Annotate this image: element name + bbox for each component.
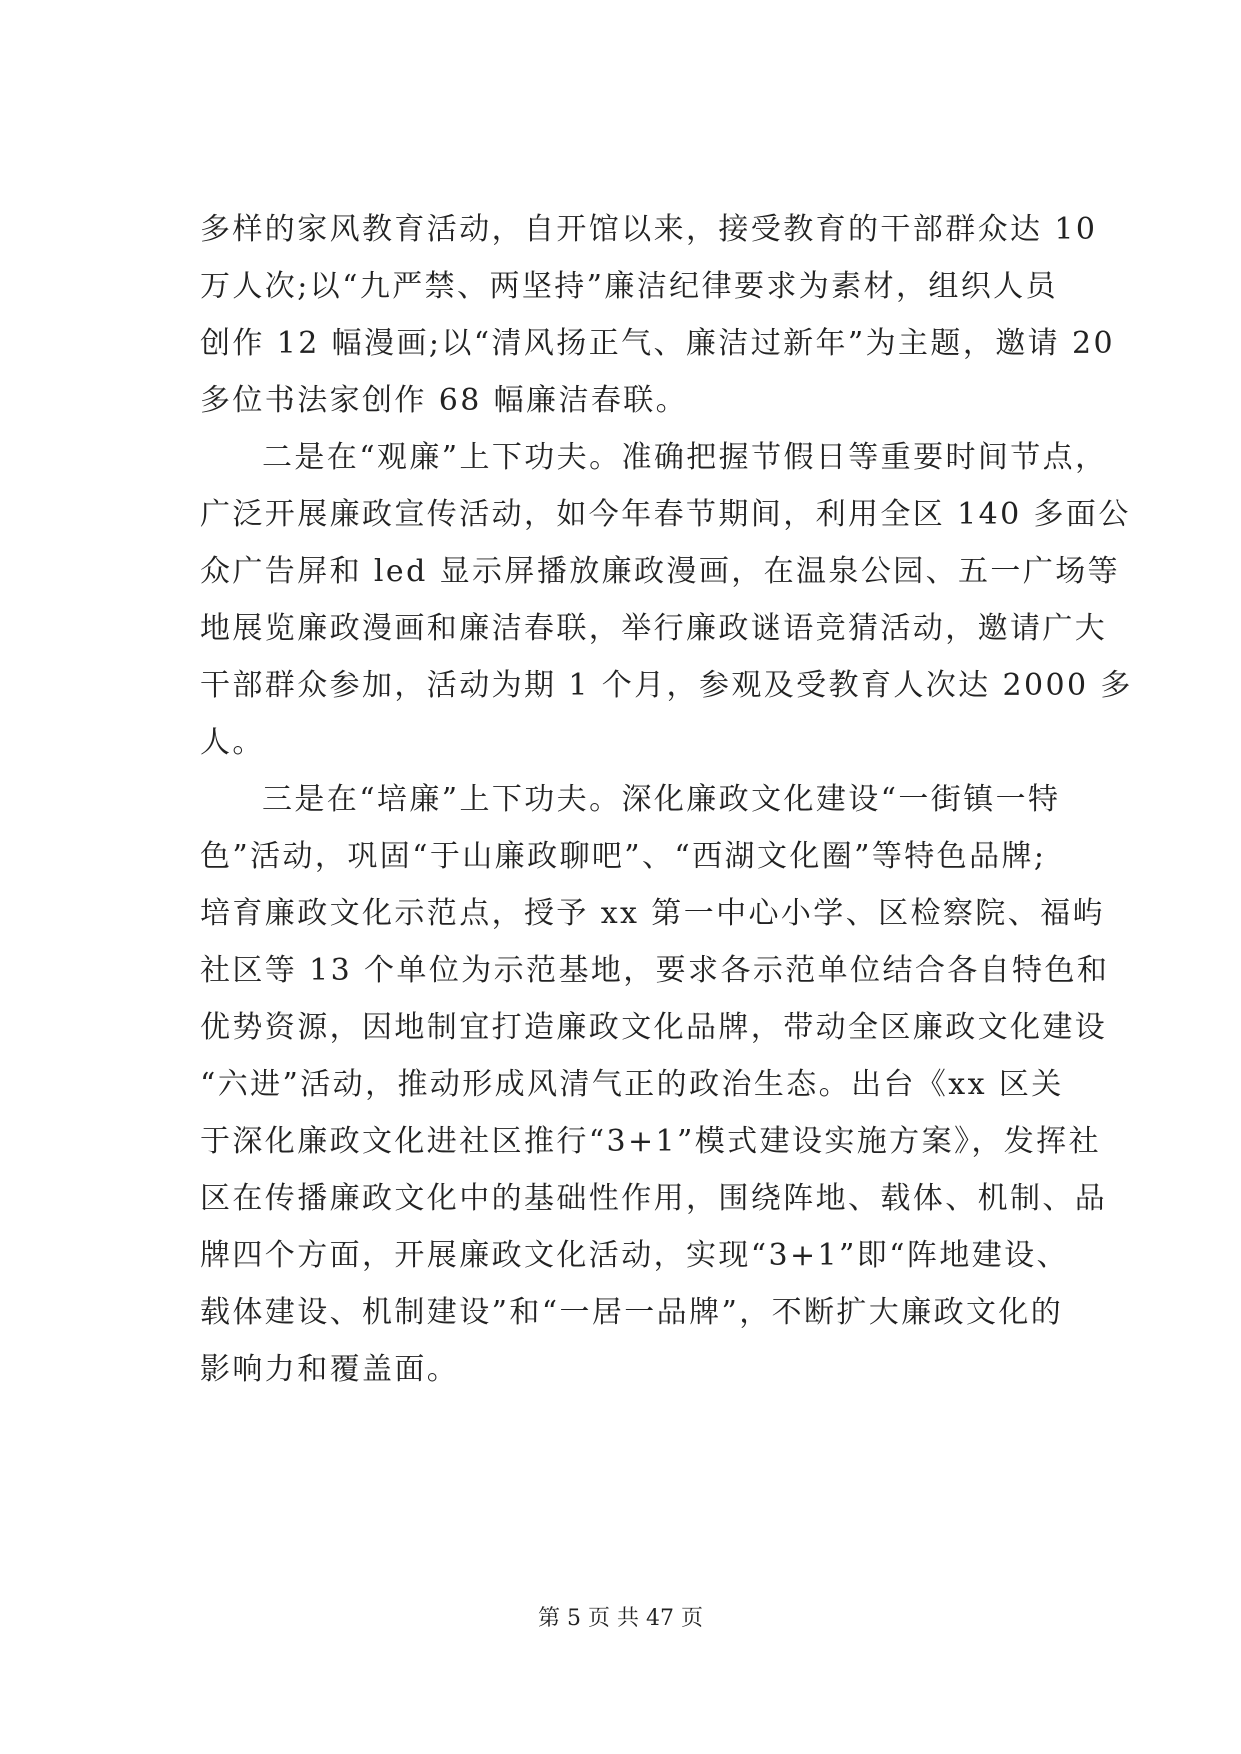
paragraph-1-line-3: 创作 12 幅漫画;以“清风扬正气、廉洁过新年”为主题，邀请 20 [200,326,1115,361]
paragraph-2-line-4: 地展览廉政漫画和廉洁春联，举行廉政谜语竞猜活动，邀请广大 [200,611,1108,646]
paragraph-1-line-2: 万人次;以“九严禁、两坚持”廉洁纪律要求为素材，组织人员 [200,269,1058,304]
paragraph-3-line-4: 社区等 13 个单位为示范基地，要求各示范单位结合各自特色和 [200,953,1110,988]
paragraph-3-line-1: 三是在“培廉”上下功夫。深化廉政文化建设“一街镇一特 [262,782,1061,817]
page-footer: 第 5 页 共 47 页 [538,1606,703,1631]
paragraph-3-line-9: 牌四个方面，开展廉政文化活动，实现“3+1”即“阵地建设、 [200,1238,1069,1273]
paragraph-1-line-1: 多样的家风教育活动，自开馆以来，接受教育的干部群众达 10 [200,212,1098,247]
paragraph-2-line-1: 二是在“观廉”上下功夫。准确把握节假日等重要时间节点， [262,440,1108,475]
paragraph-3-line-2: 色”活动，巩固“于山廉政聊吧”、“西湖文化圈”等特色品牌; [200,839,1047,874]
paragraph-3-line-8: 区在传播廉政文化中的基础性作用，围绕阵地、载体、机制、品 [200,1181,1108,1216]
paragraph-1-line-4: 多位书法家创作 68 幅廉洁春联。 [200,383,689,418]
paragraph-3-line-7: 于深化廉政文化进社区推行“3+1”模式建设实施方案》，发挥社 [200,1124,1101,1159]
paragraph-3-line-10: 载体建设、机制建设”和“一居一品牌”，不断扩大廉政文化的 [200,1295,1064,1330]
paragraph-3-line-5: 优势资源，因地制宜打造廉政文化品牌，带动全区廉政文化建设 [200,1010,1108,1045]
paragraph-3-line-6: “六进”活动，推动形成风清气正的政治生态。出台《xx 区关 [200,1067,1064,1102]
paragraph-2-line-6: 人。 [200,725,265,760]
paragraph-2-line-3: 众广告屏和 led 显示屏播放廉政漫画，在温泉公园、五一广场等 [200,554,1121,589]
paragraph-2-line-5: 干部群众参加，活动为期 1 个月，参观及受教育人次达 2000 多 [200,668,1133,703]
paragraph-3-line-3: 培育廉政文化示范点，授予 xx 第一中心小学、区检察院、福屿 [200,896,1105,931]
paragraph-3-line-11: 影响力和覆盖面。 [200,1352,460,1387]
paragraph-2-line-2: 广泛开展廉政宣传活动，如今年春节期间，利用全区 140 多面公 [200,497,1131,532]
